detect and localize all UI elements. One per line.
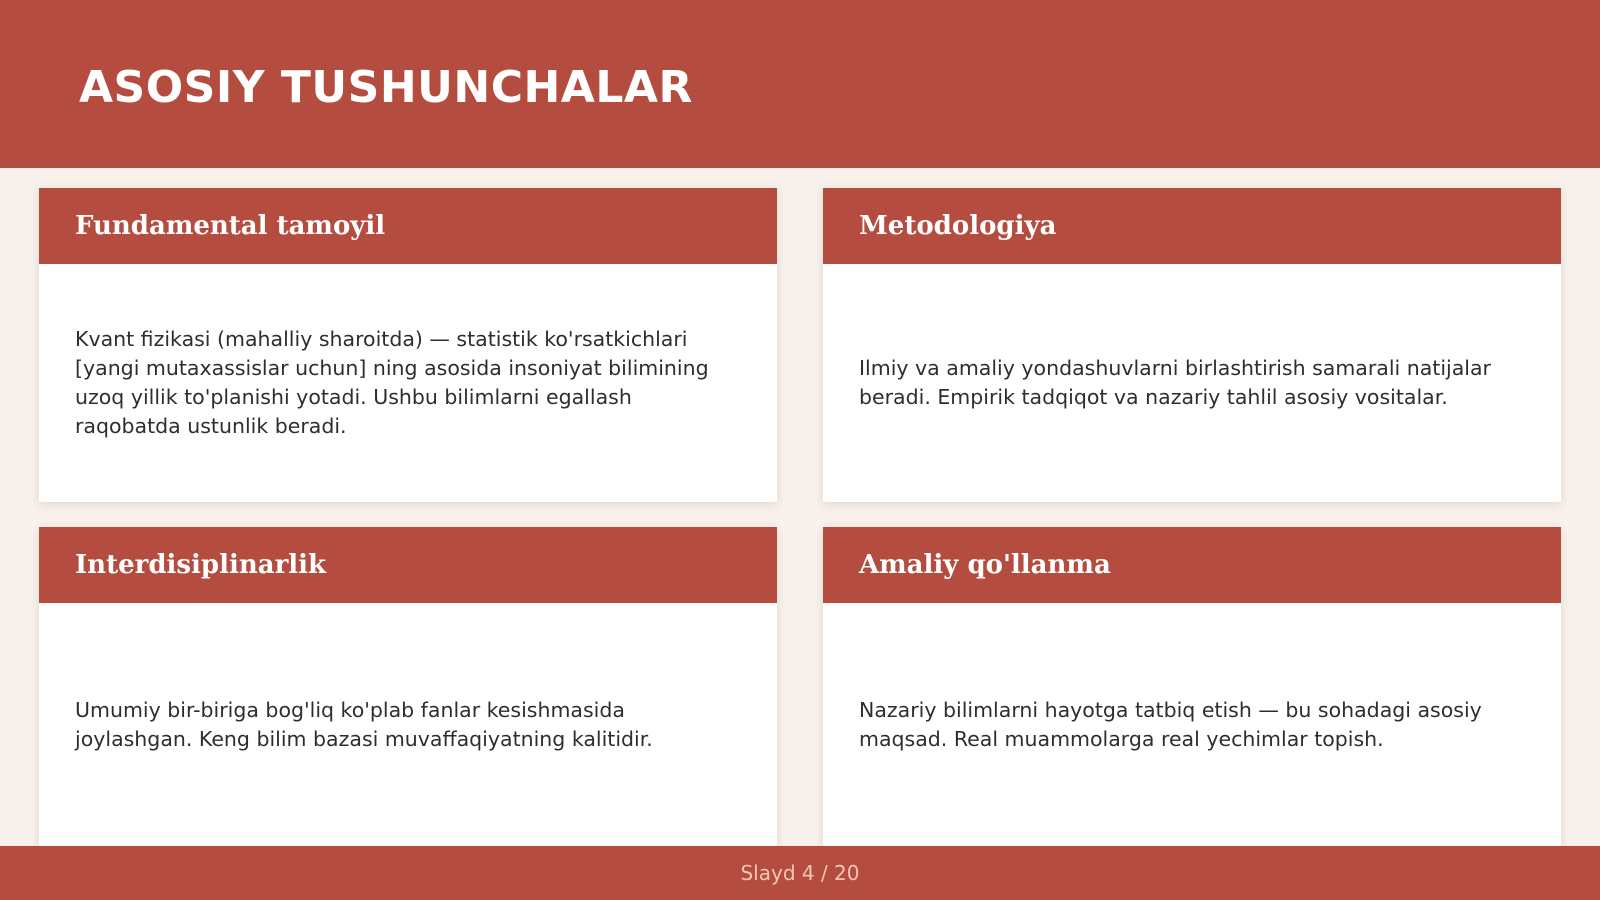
card-body xyxy=(39,603,777,847)
card-title: Interdisiplinarlik xyxy=(75,550,327,580)
card-title: Metodologiya xyxy=(859,211,1057,241)
card-body xyxy=(39,264,777,502)
card-text: Kvant fizikasi (mahalliy sharoitda) — statistik ko'rsatkichlari [yangi mutaxassislar uchun] ning asosida insoniyat bilimining uzoq yillik to'planishi yotadi. Ushbu bilimlarni egallash raqobatda ustunlik beradi. xyxy=(75,327,709,438)
card-text: Ilmiy va amaliy yondashuvlarni birlashtirish samarali natijalar beradi. Empirik tadqiqot va nazariy tahlil asosiy vositalar. xyxy=(859,356,1491,409)
slide-title: ASOSIY TUSHUNCHALAR xyxy=(79,62,693,113)
card-title: Amaliy qo'llanma xyxy=(859,550,1111,580)
card-text: Nazariy bilimlarni hayotga tatbiq etish — bu sohadagi asosiy maqsad. Real muammolarga real yechimlar topish. xyxy=(859,698,1482,751)
card-header xyxy=(823,188,1561,264)
card-body xyxy=(823,603,1561,847)
card-title: Fundamental tamoyil xyxy=(75,211,386,241)
card-interdisciplinarity xyxy=(39,527,777,847)
card-header xyxy=(39,527,777,603)
card-methodology xyxy=(823,188,1561,502)
card-header xyxy=(39,188,777,264)
card-text: Umumiy bir-biriga bog'liq ko'plab fanlar kesishmasida joylashgan. Keng bilim bazasi muvaffaqiyatning kalitidir. xyxy=(75,698,653,751)
card-practical-guide xyxy=(823,527,1561,847)
slide-header xyxy=(0,0,1600,168)
slide-footer xyxy=(0,846,1600,900)
card-body xyxy=(823,264,1561,502)
card-header xyxy=(823,527,1561,603)
slide-counter: Slayd 4 / 20 xyxy=(740,861,860,885)
card-fundamental-principle xyxy=(39,188,777,502)
